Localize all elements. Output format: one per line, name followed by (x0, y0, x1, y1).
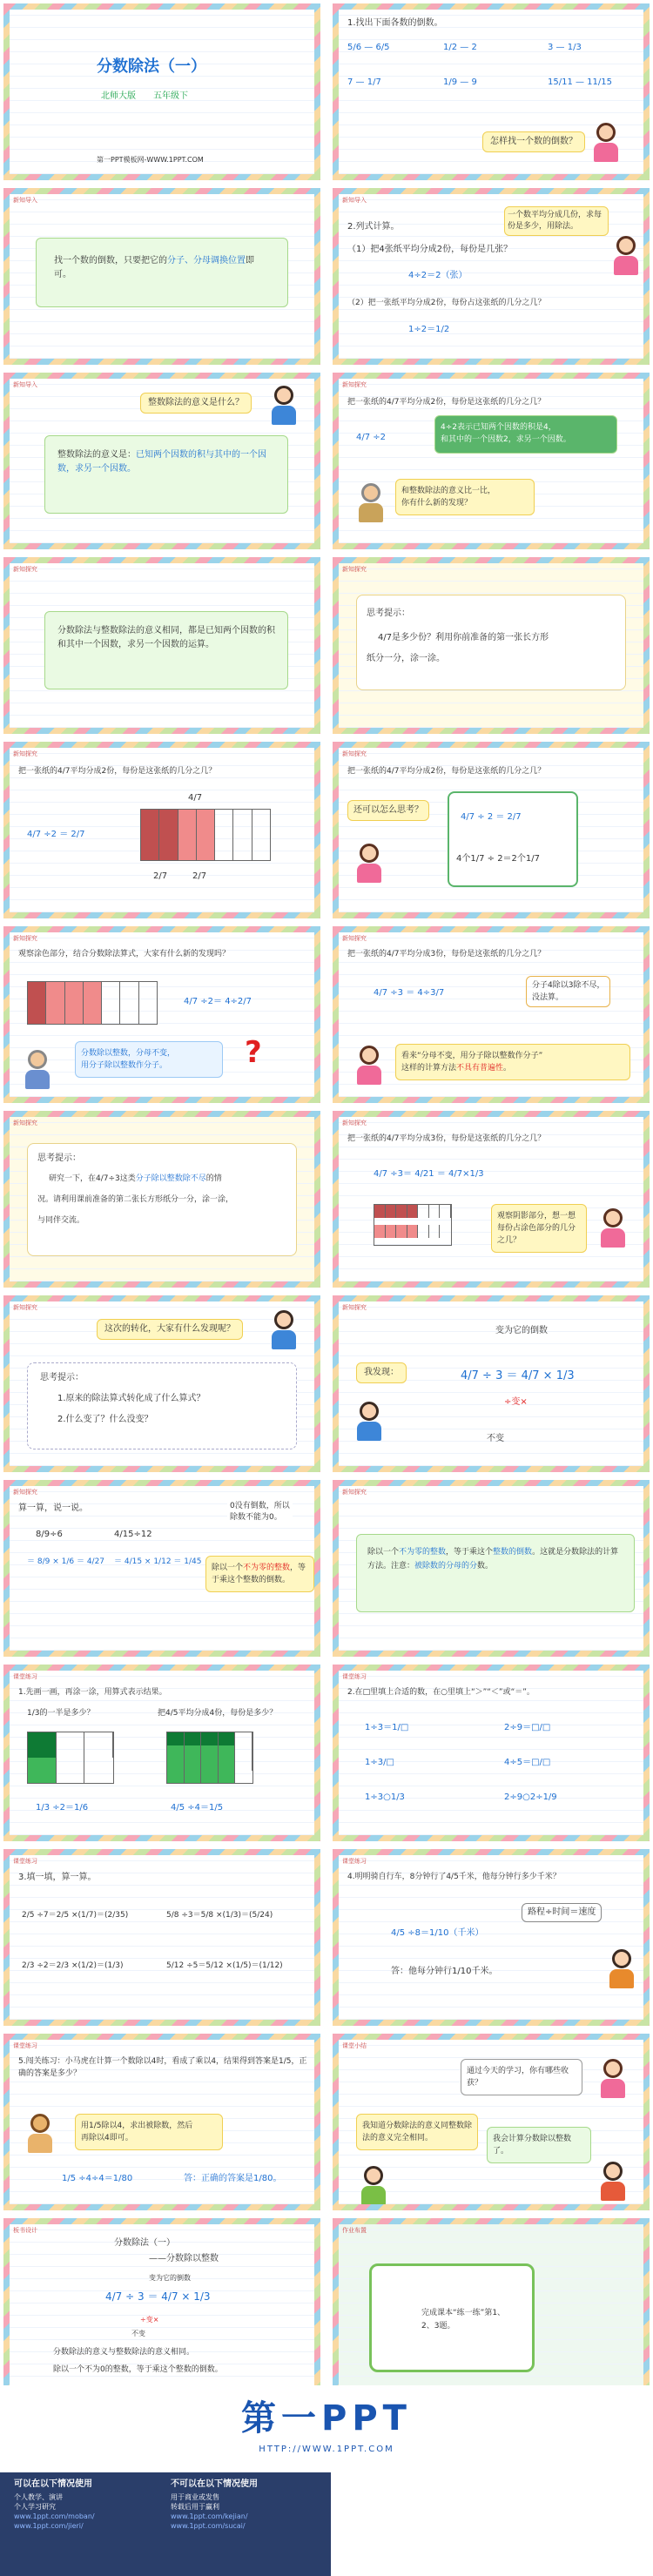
question: 把一张纸的4/7平均分成2份，每份是这张纸的几分之几？ (347, 398, 546, 407)
link-1[interactable]: www.1ppt.com/moban/ (14, 2512, 95, 2520)
girl-icon (593, 123, 619, 163)
prompt-1: 1.原来的除法算式转化成了什么算式？ (57, 1394, 205, 1403)
pair-4: 7 — 1/7 (347, 77, 381, 87)
question: 把一张纸的4/7平均分成2份，每份是这张纸的几分之几？ (18, 767, 217, 776)
rule-text: 找一个数的倒数，只要把它的 (54, 256, 167, 266)
disallowed-item-2: 转载后用于赢利 (171, 2503, 219, 2511)
problem-2: 4/15÷12 (114, 1530, 152, 1539)
speech-bubble (75, 2114, 223, 2150)
summary-highlight-c: 被除数的分母的分 (414, 1562, 478, 1570)
slide-12 (333, 926, 650, 1103)
slide-10 (333, 742, 650, 918)
top-label: 变为它的倒数 (149, 2274, 191, 2282)
slide-1 (3, 3, 320, 180)
allowed-item-1: 个人教学、演讲 (14, 2493, 63, 2501)
section-tag: 课堂练习 (13, 1673, 37, 1680)
section-tag: 课堂练习 (342, 1673, 367, 1680)
grade: 五年级下 (153, 91, 188, 101)
equation-1: 4/7 ÷ 2 ＝ 2/7 (461, 812, 522, 822)
note-box (227, 1498, 293, 1526)
boy-icon (271, 386, 297, 426)
section-tag: 新知探究 (13, 1120, 37, 1127)
hint-line-1: 4/7是多少份？利用你前准备的第一张长方形 (378, 633, 549, 642)
row-1a: 2/5 ÷7＝2/5 ×(1/7)＝(2/35) (22, 1911, 129, 1920)
horse-icon (27, 2114, 53, 2154)
section-tag: 新知导入 (13, 381, 37, 388)
bubble-line-1: 和整数除法的意义比一比， (401, 487, 496, 495)
speech-bubble: 一个数平均分成几份，求每份是多少，用除法。 (504, 206, 609, 236)
reasoning-box (448, 791, 578, 887)
hint-line-3: 与同伴交流。 (37, 1216, 85, 1225)
note-line-2: 没法算。 (532, 993, 564, 1002)
question: 把一张纸的4/7平均分成2份，每份是这张纸的几分之几？ (347, 767, 546, 776)
answer-2: 4/5 ÷4＝1/5 (171, 1803, 224, 1813)
pair-5: 1/9 — 9 (443, 77, 477, 87)
heading: 1.找出下面各数的倒数。 (347, 18, 443, 28)
hint-line-2: 况。请利用课前准备的第二张长方形纸分一分，涂一涂， (37, 1195, 234, 1204)
slide-22 (333, 1849, 650, 2026)
rule-highlight: 不为零的整数 (243, 1564, 291, 1572)
top-label: 变为它的倒数 (495, 1326, 548, 1335)
item-2: 2÷9＝□/□ (504, 1723, 551, 1732)
expression: 4/7 ÷3 ＝ 4÷3/7 (374, 988, 445, 998)
row-2b: 5/12 ÷5＝5/12 ×(1/5)＝(1/12) (166, 1961, 283, 1970)
heading: 1.先画一画，再涂一涂，用算式表示结果。 (18, 1688, 167, 1697)
pair-3: 3 — 1/3 (548, 43, 582, 52)
section-tag: 新知探究 (342, 381, 367, 388)
change-label: ÷变× (140, 2316, 159, 2324)
speech-bubble: 还可以怎么思考？ (347, 800, 429, 821)
publisher: 北师大版 (101, 91, 136, 101)
slide-25 (3, 2218, 320, 2395)
slide-5 (3, 373, 320, 549)
grid-2 (166, 1732, 253, 1784)
section-tag: 新知探究 (342, 1304, 367, 1311)
girl-icon (613, 236, 639, 276)
summary-text-c: 。 (532, 1548, 541, 1557)
heading: 4.明明骑自行车，8分钟行了4/5千米，他每分钟行多少千米？ (347, 1873, 561, 1881)
change-label: ÷变× (504, 1397, 528, 1407)
board-subtitle: ——分数除以整数 (149, 2254, 219, 2263)
hint-text-b: 的情 (205, 1174, 222, 1183)
question-1: （1）把4张纸平均分成2份，每份是几张？ (347, 245, 513, 254)
allowed-title: 可以在以下情况使用 (14, 2479, 92, 2489)
rule-text: 除以一个 (212, 1564, 244, 1572)
section-tag: 课堂练习 (13, 1858, 37, 1865)
division-meaning (44, 435, 288, 514)
hint-highlight: 分子除以整数除不尽 (135, 1174, 206, 1183)
fraction-bar (140, 809, 271, 861)
link-4[interactable]: www.1ppt.com/sucai/ (171, 2522, 246, 2530)
boy-icon (271, 1310, 297, 1350)
girl-icon (600, 2059, 626, 2099)
hint-label: 思考提示： (37, 1153, 81, 1163)
teacher-icon (356, 483, 386, 523)
hint-line-2: 纸分一分，涂一涂。 (367, 654, 445, 663)
equation-2: 4个1/7 ÷ 2＝2个1/7 (456, 854, 541, 864)
heading: 2.在□里填上合适的数，在○里填上“＞”“＜”或“＝”。 (347, 1688, 535, 1697)
item-5: 1÷3○1/3 (365, 1792, 405, 1802)
section-tag: 新知探究 (13, 935, 37, 942)
teacher-icon (23, 1050, 52, 1090)
formula-box: 路程÷时间＝速度 (522, 1903, 602, 1922)
item-6: 2÷9○2÷1/9 (504, 1792, 557, 1802)
speech-bubble: 怎样找一个数的倒数？ (482, 131, 585, 152)
bubble-highlight: 不具有普遍性 (456, 1064, 504, 1073)
heading: 5.闯关练习：小马虎在计算一个数除以4时，看成了乘以4，结果得到答案是1/5，正确的答案是多少？ (18, 2057, 307, 2078)
slide-14 (333, 1111, 650, 1288)
slide-2 (333, 3, 650, 180)
bubble-line-2: 用分子除以整数作分子。 (81, 1061, 168, 1070)
question-1: 1/3的一半是多少？ (27, 1709, 95, 1718)
site-text: 第一PPT模板网-WWW.1PPT.COM (97, 156, 204, 164)
item-1: 1÷3＝1/□ (365, 1723, 409, 1732)
slide-16 (333, 1295, 650, 1472)
speech-bubble: 整数除法的意义是什么？ (140, 393, 252, 414)
question-2: （2）把一张纸平均分成2份，每份占这张纸的几分之几？ (347, 299, 546, 307)
note-line-1: 0没有倒数，所以 (230, 1502, 290, 1510)
summary-line-1: 分数除法的意义与整数除法的意义相同。 (53, 2348, 195, 2357)
question-bubble: 通过今天的学习，你有哪些收获？ (461, 2059, 582, 2095)
section-tag: 课堂练习 (13, 2042, 37, 2049)
boy-icon (609, 1949, 635, 1989)
rule-highlight: 分子、分母调换位置 (167, 256, 246, 266)
board-title: 分数除法（一） (114, 2238, 175, 2248)
speech-bubble: 这次的转化，大家有什么发现呢？ (97, 1319, 243, 1340)
hint-label: 思考提示： (40, 1373, 84, 1382)
area-model (374, 1204, 452, 1246)
answer-1: 4÷2＝2（张） (408, 271, 468, 280)
girl-icon (600, 1208, 626, 1248)
slide-3 (3, 188, 320, 365)
hint-line-1 (49, 1173, 222, 1186)
section-tag: 课堂小结 (342, 2042, 367, 2049)
item-4: 4÷5＝□/□ (504, 1758, 551, 1767)
summary-text-b: ，等于乘这个 (446, 1548, 494, 1557)
section-tag: 新知探究 (342, 1120, 367, 1127)
hint-label: 思考提示： (367, 609, 410, 618)
footer (0, 2385, 653, 2576)
speech-bubble (75, 1041, 223, 1078)
question-mark-icon: ? (245, 1035, 262, 1070)
link-3[interactable]: www.1ppt.com/kejian/ (171, 2512, 248, 2520)
homework-text: 完成课本“练一练”第1、2、3题。 (421, 2309, 506, 2331)
pair-2: 1/2 — 2 (443, 43, 477, 52)
section-tag: 新知探究 (13, 566, 37, 573)
answer-1: 1/3 ÷2＝1/6 (36, 1803, 89, 1813)
answer: 答：他每分钟行1/10千米。 (391, 1967, 498, 1976)
speech-bubble: 我发现： (356, 1362, 407, 1383)
question: 把一张纸的4/7平均分成3份，每份是这张纸的几分之几？ (347, 950, 546, 958)
student-icon-2 (600, 2162, 626, 2202)
fraction-bottom-2: 2/7 (192, 871, 207, 881)
section-tag: 新知导入 (13, 197, 37, 204)
solution-1: ＝ 8/9 × 1/6 ＝ 4/27 (27, 1557, 105, 1566)
disallowed-item-1: 用于商业或发售 (171, 2493, 219, 2501)
summary-text-d: 这就是分数除法的计算方法。注意： (367, 1548, 619, 1570)
section-tag: 新知探究 (13, 1304, 37, 1311)
bubble-line-1: 看来“分母不变，用分子除以整数作分子” (401, 1052, 543, 1060)
row-2a: 2/3 ÷2＝2/3 ×(1/2)＝(1/3) (22, 1961, 124, 1970)
question-2: 把4/5平均分成4份，每份是多少？ (158, 1709, 278, 1718)
bubble-line-1: 分数除以整数，分母不变， (81, 1049, 176, 1058)
expression: 4/7 ÷3＝ 4/21 ＝ 4/7×1/3 (374, 1169, 484, 1179)
meaning-label: 整数除法的意义是： (57, 450, 136, 460)
transformation-equation: 4/7 ÷ 3 ＝ 4/7 × 1/3 (461, 1369, 575, 1382)
section-tag: 新知探究 (13, 750, 37, 757)
answer: 答：正确的答案是1/80。 (184, 2174, 282, 2183)
heading: 2.列式计算。 (347, 222, 400, 232)
slide-6 (333, 373, 650, 549)
hint-box (434, 415, 617, 454)
slide-20 (333, 1665, 650, 1841)
slide-9 (3, 742, 320, 918)
hint-line-1: 4÷2表示已知两个因数的积是4， (441, 423, 556, 432)
section-tag: 新知探究 (342, 750, 367, 757)
meaning-highlight: 已知两个因数的积与其中的一个因数，求另一个因数。 (57, 450, 266, 474)
rule-end: 即可。 (54, 256, 254, 279)
section-tag: 新知探究 (13, 1489, 37, 1496)
section-tag: 板书设计 (13, 2227, 37, 2234)
bubble-line-2: 这样的计算方法 (401, 1064, 457, 1073)
section-tag: 课堂练习 (342, 1858, 367, 1865)
rule-end: ，等于乘这个整数的倒数。 (212, 1564, 306, 1584)
grid-1 (27, 1732, 114, 1784)
slide-18 (333, 1480, 650, 1657)
bubble-end: 。 (503, 1064, 512, 1073)
answer-bubble-2: 我会计算分数除以整数了。 (487, 2127, 591, 2163)
expression: 4/7 ÷2 (356, 433, 387, 442)
slide-19 (3, 1665, 320, 1841)
section-tag: 作业布置 (342, 2227, 367, 2234)
item-3: 1÷3/□ (365, 1758, 394, 1767)
question: 把一张纸的4/7平均分成3份，每份是这张纸的几分之几？ (347, 1134, 546, 1143)
note-line-1: 分子4除以3除不尽， (532, 981, 605, 990)
solution: 4/5 ÷8＝1/10（千米） (391, 1928, 484, 1938)
note-box (526, 976, 610, 1007)
pair-6: 15/11 — 11/15 (548, 77, 612, 87)
section-tag: 新知导入 (342, 197, 367, 204)
bubble-line-1: 用1/5除以4，求出被除数，然后 (81, 2122, 193, 2130)
slide-11 (3, 926, 320, 1103)
fraction-bottom-1: 2/7 (153, 871, 168, 881)
slide-4 (333, 188, 650, 365)
hint-line-2: 和其中的一个因数2，求另一个因数。 (441, 435, 571, 444)
disallowed-title: 不可以在以下情况使用 (171, 2479, 258, 2489)
slide-23 (3, 2034, 320, 2210)
bottom-label: 不变 (131, 2330, 145, 2337)
license-panel (0, 2472, 331, 2576)
fraction-bar (27, 981, 158, 1025)
summary-highlight-b: 整数的倒数 (493, 1548, 533, 1557)
problem-1: 8/9÷6 (36, 1530, 63, 1539)
row-1b: 5/8 ÷3＝5/8 ×(1/3)＝(5/24) (166, 1911, 273, 1920)
prompt-2: 2.什么变了？什么没变？ (57, 1415, 153, 1424)
hint-text-a: 研究一下，在4/7÷3这类 (49, 1174, 136, 1183)
summary-highlight-a: 不为零的整数 (399, 1548, 447, 1557)
section-tag: 新知探究 (342, 935, 367, 942)
link-2[interactable]: www.1ppt.com/jieri/ (14, 2522, 84, 2530)
slide-15 (3, 1295, 320, 1472)
solution: 1/5 ÷4÷4＝1/80 (62, 2174, 133, 2183)
summary-text-a: 除以一个 (367, 1548, 400, 1557)
section-tag: 新知探究 (342, 566, 367, 573)
answer-bubble-1: 我知道分数除法的意义同整数除法的意义完全相同。 (356, 2114, 478, 2150)
slide-21 (3, 1849, 320, 2026)
bubble-line-2: 你有什么新的发现？ (401, 499, 473, 508)
slide-24 (333, 2034, 650, 2210)
summary-text-e: 数。 (477, 1562, 494, 1570)
heading: 算一算，说一说。 (18, 1503, 88, 1513)
heading: 3.填一填，算一算。 (18, 1873, 97, 1882)
speech-bubble: 观察阴影部分，想一想每份占涂色部分的几分之几？ (491, 1204, 587, 1253)
slide-17 (3, 1480, 320, 1657)
summary-line-2: 除以一个不为0的整数，等于乘这个整数的倒数。 (53, 2365, 223, 2374)
slide-26 (333, 2218, 650, 2395)
girl-icon (356, 844, 382, 884)
brand-logo (0, 2385, 653, 2472)
logo-text: 第一PPT (241, 2398, 412, 2438)
bubble-line-2: 再除以4即可。 (81, 2134, 133, 2142)
student-icon (360, 2166, 387, 2204)
lesson-title: 分数除法（一） (97, 57, 206, 76)
method-summary (356, 1534, 635, 1612)
logo-url: HTTP://WWW.1PPT.COM (259, 2445, 394, 2454)
slide-7 (3, 557, 320, 734)
slide-8 (333, 557, 650, 734)
boy-icon (356, 1402, 382, 1442)
rule-box (205, 1556, 314, 1592)
fraction-top: 4/7 (188, 793, 203, 803)
speech-bubble (395, 479, 535, 515)
bottom-label: 不变 (487, 1434, 504, 1443)
answer-2: 1÷2＝1/2 (408, 325, 450, 334)
speech-bubble (395, 1044, 630, 1080)
girl-icon (356, 1046, 382, 1086)
question: 观察涂色部分，结合分数除法算式，大家有什么新的发现吗？ (18, 950, 231, 958)
conclusion-box: 分数除法与整数除法的意义相同，都是已知两个因数的积和其中一个因数，求另一个因数的运算。 (44, 611, 288, 689)
pair-1: 5/6 — 6/5 (347, 43, 390, 52)
expression: 4/7 ÷2＝ 4÷2/7 (184, 997, 252, 1006)
note-line-2: 除数不能为0。 (230, 1513, 282, 1522)
expression: 4/7 ÷2 ＝ 2/7 (27, 830, 85, 839)
section-tag: 新知探究 (342, 1489, 367, 1496)
reciprocal-rule (36, 238, 288, 307)
board-equation: 4/7 ÷ 3 ＝ 4/7 × 1/3 (105, 2290, 211, 2303)
solution-2: ＝ 4/15 × 1/12 ＝ 1/45 (114, 1557, 202, 1566)
slide-13 (3, 1111, 320, 1288)
allowed-item-2: 个人学习研究 (14, 2503, 56, 2511)
